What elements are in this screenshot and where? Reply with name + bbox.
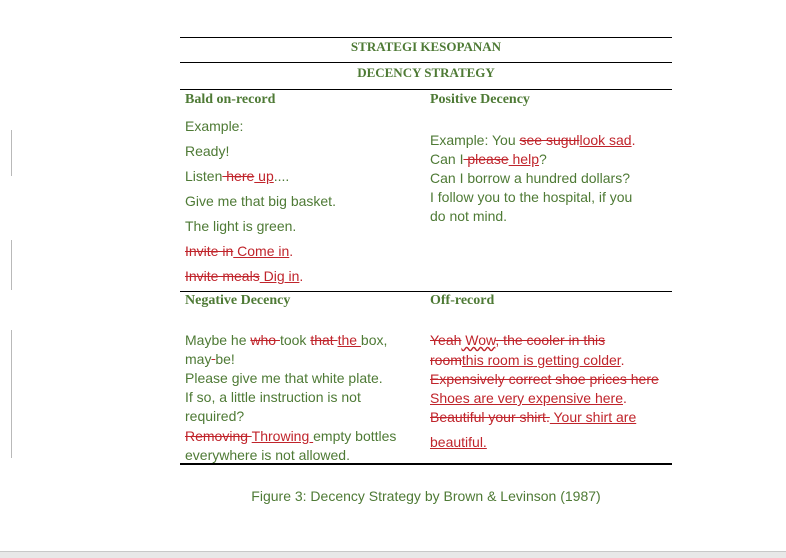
text: .	[299, 268, 304, 284]
inserted-text: look sad	[579, 132, 632, 148]
title-divider-rule	[180, 62, 672, 63]
positive-line-2	[430, 151, 547, 167]
positive-line-4: I follow you to the hospital, if you	[430, 189, 633, 205]
deleted-text: Invite meals	[185, 268, 260, 284]
text: .	[289, 243, 294, 259]
text: .	[620, 352, 625, 368]
inserted-text: this room is getting colder	[461, 352, 621, 368]
inserted-text: Come in	[233, 243, 290, 259]
negative-line-1	[185, 332, 387, 348]
bald-example: Example:	[185, 118, 244, 134]
deleted-text: , the cooler in this	[495, 332, 606, 348]
negative-line-6	[185, 428, 396, 444]
negative-line-4: If so, a little instruction is not	[185, 389, 361, 405]
negative-heading: Negative Decency	[185, 293, 291, 308]
deleted-text: that	[310, 332, 338, 348]
deleted-text: here	[222, 168, 255, 184]
text: be!	[215, 351, 235, 367]
row-divider-rule	[180, 291, 672, 292]
bald-heading: Bald on-record	[185, 92, 276, 107]
text: took	[279, 332, 311, 348]
text: Can I	[430, 151, 464, 167]
offrecord-line-6: beautiful.	[430, 434, 487, 450]
inserted-text: up	[254, 168, 274, 184]
deleted-text: who	[250, 332, 280, 348]
inserted-text: Wow	[461, 332, 496, 348]
positive-line-1	[430, 132, 636, 148]
inserted-text: the	[337, 332, 361, 348]
text: Example: You	[430, 132, 520, 148]
margin-change-bar-3	[11, 330, 12, 458]
inserted-text: Your shirt are	[549, 409, 637, 425]
margin-change-bar-1	[11, 130, 12, 176]
margin-change-bar-2	[11, 240, 12, 290]
bald-ready: Ready!	[185, 143, 230, 159]
text: .	[623, 390, 627, 406]
positive-heading: Positive Decency	[430, 92, 530, 107]
negative-line-7: everywhere is not allowed.	[185, 447, 350, 463]
negative-line-3: Please give me that white plate.	[185, 370, 383, 386]
positive-line-5: do not mind.	[430, 208, 508, 224]
deleted-text: Removing	[185, 428, 252, 444]
offrecord-line-2	[430, 352, 625, 368]
negative-line-5: required?	[185, 408, 245, 424]
inserted-text: Dig in	[259, 268, 300, 284]
text: Maybe he	[185, 332, 251, 348]
figure-caption: Figure 3: Decency Strategy by Brown & Levinson (1987)	[251, 488, 601, 504]
deleted-text: Invite in	[185, 243, 234, 259]
inserted-text: Shoes are very expensive here	[430, 390, 623, 406]
table-bottom-rule	[180, 463, 672, 465]
bald-invite-meals	[185, 268, 303, 284]
inserted-text: Throwing	[251, 428, 314, 444]
offrecord-line-4	[430, 390, 627, 406]
deleted-text: Yeah	[430, 332, 462, 348]
text: may	[185, 351, 212, 367]
text: box,	[360, 332, 388, 348]
text: .	[631, 132, 636, 148]
deleted-text: Beautiful your shirt.	[430, 409, 550, 425]
bald-give: Give me that big basket.	[185, 193, 336, 209]
deleted-text: please	[463, 151, 509, 167]
header-bottom-rule	[180, 89, 672, 90]
bald-invite-in	[185, 243, 293, 259]
offrecord-line-5	[430, 409, 636, 425]
text: ....	[273, 168, 290, 184]
table-title: STRATEGI KESOPANAN	[350, 39, 502, 54]
inserted-text: help	[508, 151, 539, 167]
offrecord-heading: Off-record	[430, 293, 495, 308]
offrecord-line-1	[430, 332, 605, 348]
deleted-text: see sugul	[519, 132, 580, 148]
table-subtitle: DECENCY STRATEGY	[357, 65, 495, 80]
text: Listen	[185, 168, 223, 184]
positive-line-3: Can I borrow a hundred dollars?	[430, 170, 631, 186]
text: ?	[538, 151, 547, 167]
deleted-text: room	[430, 352, 462, 368]
bald-listen	[185, 168, 289, 184]
offrecord-line-3: Expensively correct shoe prices here	[430, 371, 659, 387]
negative-line-2	[185, 351, 235, 367]
text: empty bottles	[313, 428, 397, 444]
bald-light: The light is green.	[185, 218, 297, 234]
table-top-rule	[180, 37, 672, 38]
